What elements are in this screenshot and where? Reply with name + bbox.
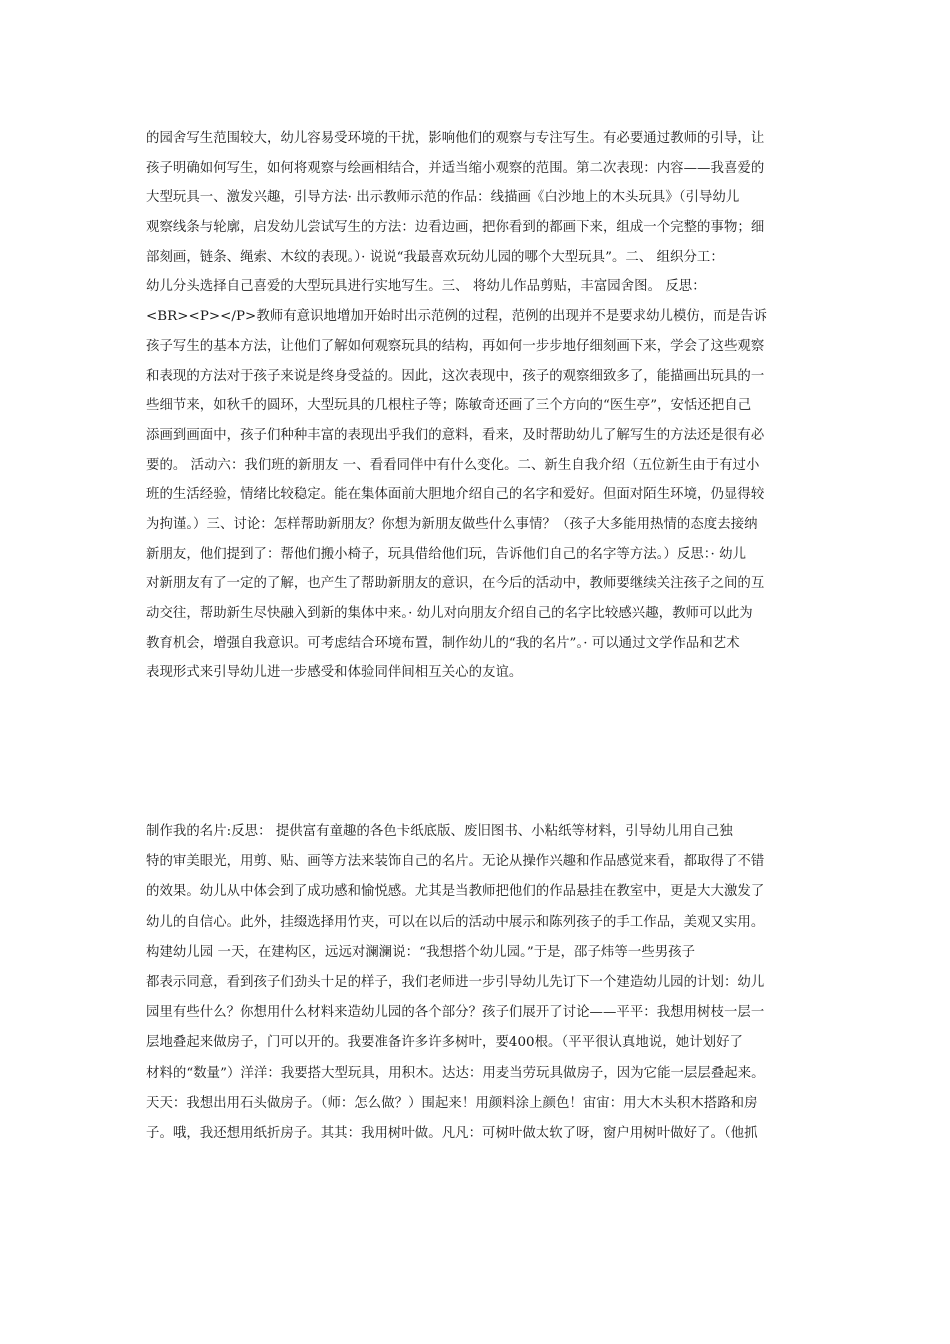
text-line: 孩子写生的基本方法，让他们了解如何观察玩具的结构，再如何一步步地仔细刻画下来，学会了这些观察 [146,338,765,354]
text-line: 动交往，帮助新生尽快融入到新的集体中来。· 幼儿对向朋友介绍自己的名字比较感兴趣，教师可以此为 [146,606,753,621]
text-line: 都表示同意，看到孩子们劲头十足的样子，我们老师进一步引导幼儿先订下一个建造幼儿园的计划：幼儿 [146,974,765,990]
text-line: 为拘谨。）三、讨论：怎样帮助新朋友？你想为新朋友做些什么事情？（孩子大多能用热情的态度去接纳 [146,516,758,532]
text-line: 的园舍写生范围较大，幼儿容易受环境的干扰，影响他们的观察与专注写生。有必要通过教师的引导，让 [146,131,765,146]
text-line: 部刻画，链条、绳索、木纹的表现。）· 说说“我最喜欢玩幼儿园的哪个大型玩具”。二、 组织分工： [146,249,724,265]
text-line: 表现形式来引导幼儿进一步感受和体验同伴间相互关心的友谊。 [146,665,523,681]
text-line: 子。哦，我还想用纸折房子。其其：我用树叶做。凡凡：可树叶做太软了呀，窗户用树叶做好了。（他抓 [146,1125,758,1141]
text-line: 的效果。幼儿从中体会到了成功感和愉悦感。尤其是当教师把他们的作品悬挂在教室中，更是大大激发了 [146,884,765,900]
text-line: <BR><P></P>教师有意识地增加开始时出示范例的过程，范例的出现并不是要求幼儿模仿，而是告诉 [146,309,768,325]
text-line: 园里有些什么？你想用什么材料来造幼儿园的各个部分？孩子们展开了讨论——平平：我想用树枝一层一 [146,1005,765,1021]
text-line: 特的审美眼光，用剪、贴、画等方法来装饰自己的名片。无论从操作兴趣和作品感觉来看，都取得了不错 [146,854,765,870]
text-line: 层地叠起来做房子，门可以开的。我要准备许多许多树叶，要400根。（平平很认真地说，她计划好了 [146,1035,743,1051]
text-line: 大型玩具一、激发兴趣，引导方法· 出示教师示范的作品：线描画《白沙地上的木头玩具》（引导幼儿 [146,190,740,206]
text-line: 天天：我想出用石头做房子。（师：怎么做？）围起来！用颜料涂上颜色！宙宙：用大木头积木搭路和房 [146,1095,758,1111]
text-line: 新朋友，他们提到了：帮他们搬小椅子，玩具借给他们玩，告诉他们自己的名字等方法。）反思：· 幼儿 [146,546,747,562]
text-line: 教育机会，增强自我意识。可考虑结合环境布置，制作幼儿的“我的名片”。· 可以通过文学作品和艺术 [146,635,740,651]
text-line: 幼儿分头选择自己喜爱的大型玩具进行实地写生。三、 将幼儿作品剪贴，丰富园舍图。 反思： [146,279,706,295]
text-line: 观察线条与轮廓，启发幼儿尝试写生的方法：边看边画，把你看到的都画下来，组成一个完整的事物；细 [146,220,765,236]
text-line: 对新朋友有了一定的了解，也产生了帮助新朋友的意识，在今后的活动中，教师要继续关注孩子之间的互 [146,576,765,592]
paragraph-name-card-and-kindergarten [146,817,826,1149]
text-line: 添画到画面中，孩子们种种丰富的表现出乎我们的意料，看来，及时帮助幼儿了解写生的方法还是很有必 [146,427,765,443]
text-line: 和表现的方法对于孩子来说是终身受益的。因此，这次表现中，孩子的观察细致多了，能描画出玩具的一 [146,368,765,384]
text-line: 班的生活经验，情绪比较稳定。能在集体面前大胆地介绍自己的名字和爱好。但面对陌生环境，仍显得较 [146,487,765,503]
text-line: 幼儿的自信心。此外，挂缀选择用竹夹，可以在以后的活动中展示和陈列孩子的手工作品，美观又实用。 [146,914,765,930]
text-line: 些细节来，如秋千的圆环，大型玩具的几根柱子等；陈敏奇还画了三个方向的“医生亭”，安恬还把自己 [146,398,752,414]
text-line: 材料的“数量”）洋洋：我要搭大型玩具，用积木。达达：用麦当劳玩具做房子，因为它能一层层叠起来。 [146,1065,765,1081]
paragraph-sketching-and-new-friends [146,124,826,688]
text-line: 构建幼儿园 一天，在建构区，远远对澜澜说：“我想搭个幼儿园。”于是，邵子炜等一些男孩子 [146,944,696,960]
text-line: 要的。 活动六：我们班的新朋友 一、看看同伴中有什么变化。二、新生自我介绍（五位新生由于有过小 [146,457,760,473]
text-line: 制作我的名片:反思： 提供富有童趣的各色卡纸底版、废旧图书、小粘纸等材料，引导幼儿用自己独 [146,824,733,839]
text-line: 孩子明确如何写生，如何将观察与绘画相结合，并适当缩小观察的范围。第二次表现：内容——我喜爱的 [146,160,765,176]
